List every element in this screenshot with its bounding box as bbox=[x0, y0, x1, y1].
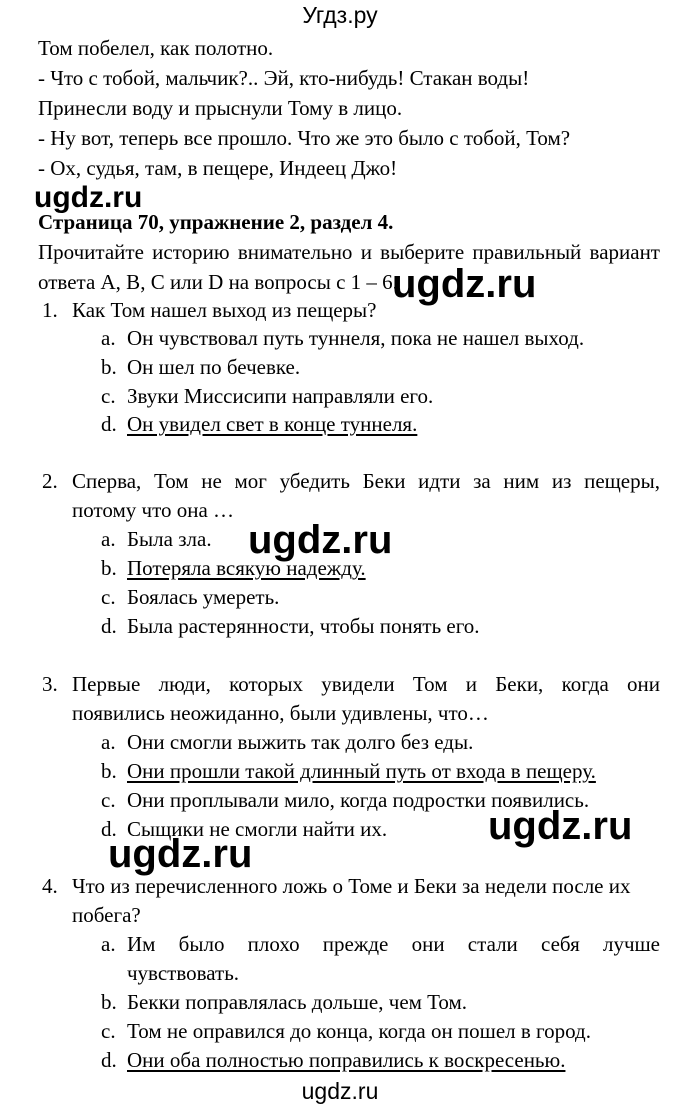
option-letter: a. bbox=[101, 730, 116, 754]
option-text: Была растерянности, чтобы понять его. bbox=[127, 614, 480, 638]
option-letter: c. bbox=[101, 384, 116, 408]
watermark: ugdz.ru bbox=[34, 181, 143, 214]
question-number: 1. bbox=[42, 298, 58, 322]
option-text: чувствовать. bbox=[127, 961, 240, 985]
option-text: Они смогли выжить так долго без еды. bbox=[127, 730, 474, 754]
dialogue-line: Принесли воду и прыснули Тому в лицо. bbox=[38, 96, 403, 120]
dialogue-line: - Что с тобой, мальчик?.. Эй, кто-нибудь! Стакан воды! bbox=[38, 66, 530, 90]
question-text: Что из перечисленного ложь о Томе и Беки за недели после их bbox=[72, 874, 631, 898]
exercise-instruction: ответа A, B, C или D на вопросы с 1 – 6. bbox=[38, 270, 398, 294]
exercise-heading: Страница 70, упражнение 2, раздел 4. bbox=[38, 210, 394, 234]
option-text: Звуки Миссисипи направляли его. bbox=[127, 384, 434, 408]
question-text: Как Том нашел выход из пещеры? bbox=[72, 298, 377, 322]
option-letter: c. bbox=[101, 788, 116, 812]
correct-answer-text: Они прошли такой длинный путь от входа в пещеру. bbox=[127, 759, 596, 783]
dialogue-line: Том побелел, как полотно. bbox=[38, 36, 274, 60]
option-text: Бекки поправлялась дольше, чем Том. bbox=[127, 990, 468, 1014]
option-letter: b. bbox=[101, 990, 117, 1014]
correct-answer-text: Он увидел свет в конце туннеля. bbox=[127, 412, 418, 436]
question-text: Первые люди, которых увидели Том и Беки, когда они bbox=[72, 672, 660, 696]
option-letter: c. bbox=[101, 585, 116, 609]
option-letter: a. bbox=[101, 326, 116, 350]
dialogue-line: - Ну вот, теперь все прошло. Что же это было с тобой, Том? bbox=[38, 126, 571, 150]
question-text: появились неожиданно, были удивлены, что… bbox=[72, 701, 489, 725]
option-letter: b. bbox=[101, 355, 117, 379]
site-header: Угдз.ру bbox=[302, 2, 378, 28]
option-letter: b. bbox=[101, 759, 117, 783]
question-text: побега? bbox=[72, 903, 141, 927]
option-text: Том не оправился до конца, когда он пошел в город. bbox=[127, 1019, 591, 1043]
option-text: Он шел по бечевке. bbox=[127, 355, 301, 379]
watermark: ugdz.ru bbox=[392, 262, 537, 306]
question-number: 4. bbox=[42, 874, 58, 898]
option-text: Им было плохо прежде они стали себя лучше bbox=[127, 932, 660, 956]
watermark: ugdz.ru bbox=[248, 518, 393, 562]
option-letter: b. bbox=[101, 556, 117, 580]
watermark: ugdz.ru bbox=[488, 804, 633, 848]
correct-answer-text: Потеряла всякую надежду. bbox=[127, 556, 366, 580]
option-text: Он чувствовал путь туннеля, пока не нашел выход. bbox=[127, 326, 585, 350]
correct-answer-text: Они оба полностью поправились к воскресенью. bbox=[127, 1048, 566, 1072]
option-letter: c. bbox=[101, 1019, 116, 1043]
option-letter: a. bbox=[101, 527, 116, 551]
option-letter: d. bbox=[101, 614, 117, 638]
watermark: ugdz.ru bbox=[108, 832, 253, 876]
question-number: 2. bbox=[42, 469, 58, 493]
site-footer: ugdz.ru bbox=[301, 1078, 379, 1104]
option-text: Была зла. bbox=[127, 527, 212, 551]
question-number: 3. bbox=[42, 672, 58, 696]
question-text: потому что она … bbox=[72, 498, 235, 522]
exercise-instruction: Прочитайте историю внимательно и выберите правильный вариант bbox=[38, 240, 660, 264]
option-letter: d. bbox=[101, 412, 117, 436]
option-letter: d. bbox=[101, 817, 117, 841]
option-text: Боялась умереть. bbox=[127, 585, 280, 609]
dialogue-line: - Ох, судья, там, в пещере, Индеец Джо! bbox=[38, 156, 398, 180]
option-letter: d. bbox=[101, 1048, 117, 1072]
option-text: Они проплывали мило, когда подростки появились. bbox=[127, 788, 590, 812]
question-text: Сперва, Том не мог убедить Беки идти за ним из пещеры, bbox=[72, 469, 660, 493]
option-letter: a. bbox=[101, 932, 116, 956]
option-text: Сыщики не смогли найти их. bbox=[127, 817, 388, 841]
